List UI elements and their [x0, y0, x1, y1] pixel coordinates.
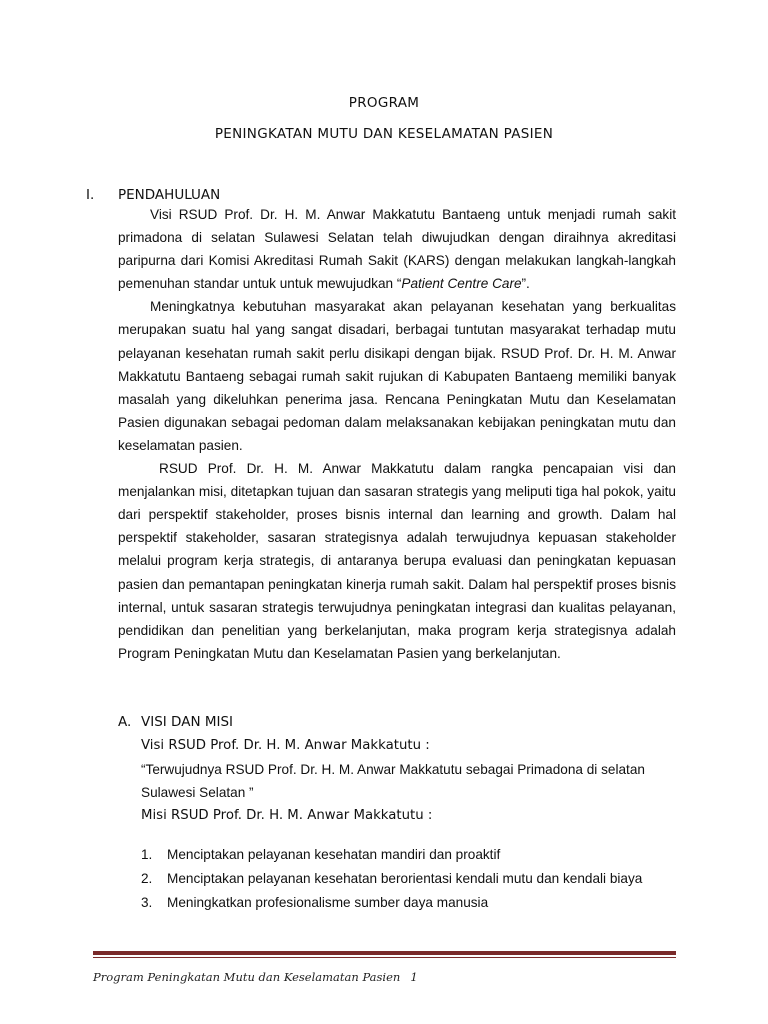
section-number: I.: [86, 187, 95, 203]
subsection-heading: VISI DAN MISI: [141, 714, 234, 730]
misi-item-number: 3.: [141, 895, 153, 910]
misi-item: [141, 871, 642, 886]
footer-title: Program Peningkatan Mutu dan Keselamatan Pasien: [93, 970, 401, 984]
misi-item-number: 1.: [141, 847, 153, 862]
misi-item: [141, 895, 488, 910]
paragraph-1-text: Visi RSUD Prof. Dr. H. M. Anwar Makkatutu Bantaeng untuk menjadi rumah sakit primadona di selatan Sulawesi Selatan telah diwujudkan dengan diraihnya akreditasi paripurna dari Komisi Akreditasi Rumah Sakit (KARS) dengan melakukan langkah-langkah pemenuhan standar untuk untuk mewujudkan “: [118, 207, 676, 292]
misi-item-text: Meningkatkan profesionalisme sumber daya manusia: [167, 895, 489, 910]
misi-item-text: Menciptakan pelayanan kesehatan berorientasi kendali mutu dan kendali biaya: [167, 871, 643, 886]
misi-label: Misi RSUD Prof. Dr. H. M. Anwar Makkatutu :: [141, 808, 433, 823]
misi-item-number: 2.: [141, 871, 153, 886]
paragraph-3: RSUD Prof. Dr. H. M. Anwar Makkatutu dalam rangka pencapaian visi dan menjalankan misi, ditetapkan tujuan dan sasaran strategis yang meliputi tiga hal pokok, yaitu dari perspektif stakeholder, proses bisnis internal dan learning and growth. Dalam hal perspektif stakeholder, sasaran strategisnya adalah terwujudnya kepuasan stakeholder melalui program kerja strategis, di antaranya berupa evaluasi dan peningkatan kepuasan pasien dan pemantapan peningkatan kinerja rumah sakit. Dalam hal perspektif proses bisnis internal, untuk sasaran strategis terwujudnya peningkatan integrasi dan kualitas pelayanan, pendidikan dan penelitian yang berkelanjutan, maka program kerja strategisnya adalah Program Peningkatan Mutu dan Keselamatan Pasien yang berkelanjutan.: [118, 461, 676, 661]
visi-text-line-1: “Terwujudnya RSUD Prof. Dr. H. M. Anwar Makkatutu sebagai Primadona di selatan: [141, 762, 645, 777]
footer-divider-thin: [93, 957, 676, 958]
section-heading: PENDAHULUAN: [118, 187, 221, 203]
section-body: [118, 203, 676, 665]
paragraph-1-italic: Patient Centre Care: [401, 276, 522, 292]
paragraph-1: [118, 203, 676, 295]
document-title: PROGRAM: [348, 95, 420, 111]
subsection-letter: A.: [118, 714, 132, 730]
page-number: 1: [410, 970, 418, 984]
visi-label: Visi RSUD Prof. Dr. H. M. Anwar Makkatutu :: [141, 738, 430, 753]
misi-item-text: Menciptakan pelayanan kesehatan mandiri dan proaktif: [167, 847, 501, 862]
paragraph-1-end: ”.: [521, 276, 530, 292]
paragraph-2: Meningkatnya kebutuhan masyarakat akan pelayanan kesehatan yang berkualitas merupakan suatu hal yang sangat disadari, berbagai tuntutan masyarakat terhadap mutu pelayanan kesehatan rumah sakit perlu disikapi dengan bijak. RSUD Prof. Dr. H. M. Anwar Makkatutu Bantaeng sebagai rumah sakit rujukan di Kabupaten Bantaeng memiliki banyak masalah yang dikeluhkan penerima jasa. Rencana Peningkatan Mutu dan Keselamatan Pasien digunakan sebagai pedoman dalam melaksanakan kebijakan peningkatan mutu dan keselamatan pasien.: [118, 299, 676, 453]
page-footer: [93, 970, 418, 984]
document-subtitle: PENINGKATAN MUTU DAN KESELAMATAN PASIEN: [214, 126, 554, 142]
misi-item: [141, 847, 500, 862]
visi-text-line-2: Sulawesi Selatan ”: [141, 785, 254, 800]
footer-divider-thick: [93, 951, 676, 955]
